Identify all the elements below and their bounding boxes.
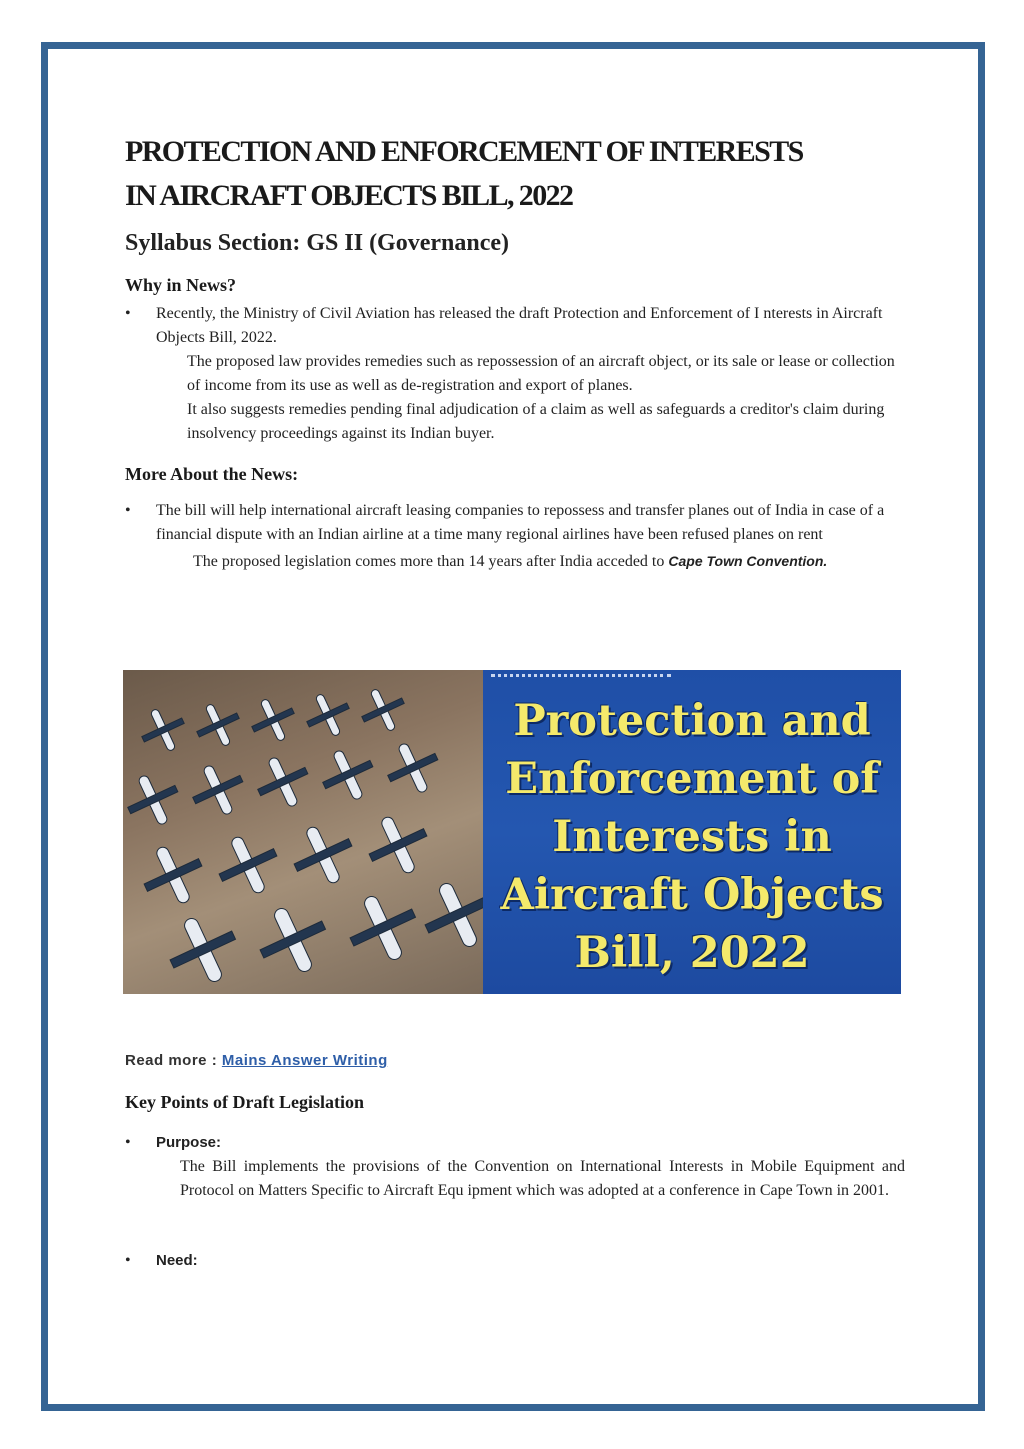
article-upper <box>125 130 905 574</box>
syllabus-section: Syllabus Section: GS II (Governance) <box>125 230 510 256</box>
parked-planes-illustration <box>123 670 483 994</box>
bullet-icon: • <box>125 1134 131 1151</box>
article-lower <box>125 1092 905 1273</box>
more-about-bullet-text: The bill will help international aircraft leasing companies to repossess and transfer planes out of India in case of a financial dispute with an Indian airline at a time many regional airlines have been refused planes on rent <box>156 502 885 543</box>
why-in-news-para-2: It also suggests remedies pending final adjudication of a claim as well as safeguards a creditor's claim during insolvency proceedings against its Indian buyer. <box>187 401 885 442</box>
need-bullet <box>125 1249 905 1273</box>
title-line-1: PROTECTION AND ENFORCEMENT OF INTERESTS <box>125 135 803 168</box>
purpose-label: Purpose: <box>156 1134 222 1151</box>
banner-image <box>123 670 901 994</box>
why-in-news-para-1: The proposed law provides remedies such as repossession of an aircraft object, or its sale or lease or collection of income from its use as well as de-registration and export of planes. <box>187 353 895 394</box>
why-in-news-heading: Why in News? <box>125 275 237 295</box>
why-in-news-bullet-text: Recently, the Ministry of Civil Aviation has released the draft Protection and Enforcement of I nterests in Aircraft Objects Bill, 2022. <box>156 305 883 346</box>
more-about-heading: More About the News: <box>125 464 299 484</box>
cape-town-convention: Cape Town Convention. <box>668 553 828 569</box>
more-about-para-text: The proposed legislation comes more than 14 years after India acceded to <box>193 553 669 570</box>
title-line-2: IN AIRCRAFT OBJECTS BILL, 2022 <box>125 179 573 212</box>
read-more-label: Read more : <box>125 1052 218 1069</box>
need-label: Need: <box>156 1252 198 1269</box>
banner-title-panel <box>483 670 901 994</box>
banner-title: Protection and Enforcement of Interests in Aircraft Objects Bill, 2022 <box>500 696 884 978</box>
more-about-para <box>193 549 905 574</box>
bullet-icon: • <box>125 305 131 322</box>
more-about-bullet <box>125 499 905 547</box>
purpose-bullet <box>125 1131 905 1155</box>
read-more <box>125 1052 388 1069</box>
page-title <box>125 130 905 218</box>
banner-dotted-line <box>491 674 671 677</box>
bullet-icon: • <box>125 1252 131 1269</box>
mains-answer-writing-link[interactable]: Mains Answer Writing <box>221 1052 388 1069</box>
purpose-text: The Bill implements the provisions of the Convention on International Interests in Mobile Equipment and Protocol on Matters Specific to Aircraft Equ ipment which was adopted at a conference in Cape Town in 2001. <box>180 1158 905 1199</box>
key-points-heading: Key Points of Draft Legislation <box>125 1092 364 1112</box>
why-in-news-bullet <box>125 302 905 350</box>
aircraft-boneyard-photo <box>123 670 483 994</box>
bullet-icon: • <box>125 502 131 519</box>
